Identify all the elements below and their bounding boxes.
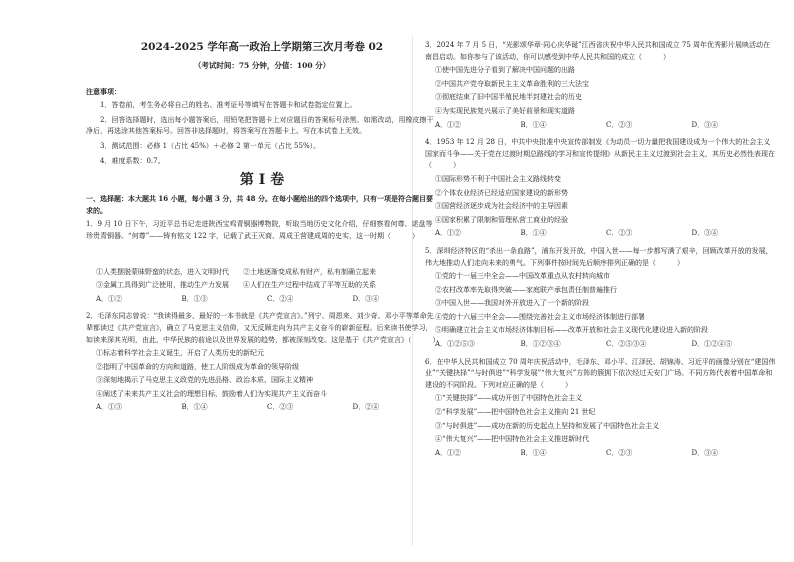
question-6-option: ②“科学发展”——把中国特色社会主义推向 21 世纪 [435,408,596,417]
question-2-option: ①标志着科学社会主义诞生，开启了人类历史的新纪元 [96,349,264,358]
volume-heading: 第 I 卷 [239,172,285,189]
question-4-option: ②个体农业经济已经适应国家建设的新形势 [435,188,568,197]
choice-d[interactable]: D．③④ [691,120,719,129]
notice-heading: 注意事项： [86,86,121,96]
choice-d[interactable]: D．③④ [691,229,719,238]
choice-d[interactable]: D．③④ [352,294,380,303]
question-4-stem: 4．1953 年 12 月 28 日，中共中央批准中央宣传部制发《为动员一切力量把我国建设成为一个伟大的社会主义国家而斗争——关于党在过渡时期总路线的学习和宣传提纲》从新民主主义过渡到社会主义，其历史必然性表现在（ ） [425,138,775,170]
choice-c[interactable]: C．②④ [267,294,294,303]
choice-a[interactable]: A．①② [435,120,462,129]
question-2-option: ②指明了中国革命的方向和道路，使工人阶级成为革命的领导阶级 [96,362,299,371]
choice-b[interactable]: B．①④ [520,229,547,238]
left-column [86,40,438,420]
choice-a[interactable]: A．①②⑤③ [435,340,476,349]
question-1-option: ①人类摆脱蒙昧野蛮的状态，进入文明时代 ②土地逐渐变成私有财产，私有制确立起来 [96,267,376,276]
choice-c[interactable]: C．②③ [606,229,633,238]
choice-c[interactable]: C．②③ [606,448,633,457]
choice-b[interactable]: B．①③ [181,294,208,303]
choice-a[interactable]: A．①② [96,294,123,303]
choice-b[interactable]: B．①②③④ [520,340,561,349]
question-2-option: ③深刻地揭示了马克思主义政党的先进品格、政治本质、国际主义精神 [96,376,313,385]
choice-a[interactable]: A．①② [435,448,462,457]
question-3-choices [425,120,777,132]
choice-c[interactable]: C．②③ [267,403,294,412]
question-5-option: ④党的十六届三中全会——围绕完善社会主义市场经济体制进行部署 [435,312,645,321]
question-6-choices [425,448,777,460]
question-6-stem: 6．在中华人民共和国成立 70 周年庆祝活动中，毛泽东、邓小平、江泽民、胡锦涛、习近平的画像分别在“建国伟业”“关键抉择”“与时俱进”“科学发展”“伟大复兴”方阵的簇拥下依次经过天安门广场。不同方阵代表着中国革命和建设的不同阶段。下列对应正确的是（ ） [425,357,776,389]
question-6-option: ①“关键抉择”——成功开创了中国特色社会主义 [435,394,583,403]
notice-item: 3．测试范围：必修 1（占比 45%）＋必修 2 第一单元（占比 55%）。 [100,141,321,150]
question-3-option: ③彻底结束了旧中国半殖民地半封建社会的历史 [435,93,582,102]
question-4-choices [425,228,777,240]
exam-title: 2024-2025 学年高一政治上学期第三次月考卷 02 [140,41,384,53]
exam-subtitle: （考试时间：75 分钟，分值：100 分） [193,61,331,70]
right-column [425,40,777,465]
question-3-option: ②中国共产党夺取新民主主义革命胜利的三大法宝 [435,79,589,88]
question-2-stem: 2．毛泽东同志曾说：“我读得最多、最好的一本书就是《共产党宣言》。”列宁、周恩来、刘少奇、邓小平等革命先辈都读过《共产党宣言》，确立了马克思主义信仰，又无反顾走向为共产主义奋斗的崭新征程。后来读书使学习，如读来深其光明，由此，中华民族的前途以及世界发展的趋势，都被深刻改变。这是基于《共产党宣言》（ ） [86,312,440,344]
question-3-stem: 3．2024 年 7 月 5 日，“光影颂华章·同心庆华诞”江西省庆祝中华人民共和国成立 75 周年优秀影片展映活动在南昌启动。如你参与了该活动，你可以感受到中华人民共和国的成立（ ） [425,41,771,61]
question-6-option: ④“伟大复兴”——把中国特色社会主义推进新时代 [435,435,590,444]
question-5-option: ③中国入世——我国对外开放进入了一个新的阶段 [435,299,589,308]
choice-b[interactable]: B．①④ [181,403,208,412]
question-4-option: ③国营经济逐步成为社会经济中的主导因素 [435,202,568,211]
choice-a[interactable]: A．①② [435,229,462,238]
choice-d[interactable]: D．②④ [352,403,380,412]
question-5-choices [425,339,777,351]
question-4-option: ④国家积累了限制和管理私营工商业的经验 [435,215,568,224]
question-2-option: ④阐述了未来共产主义社会的理想目标，鼓励着人们为实现共产主义而奋斗 [96,389,327,398]
notice-item: 2．回答选择题时，选出每小题答案后，用铅笔把答题卡上对应题目的答案标号涂黑。如需改动，用橡皮擦干净后，再选涂其他答案标号。回答非选择题时，将答案写在答题卡上。写在本试卷上无效。 [86,115,434,136]
question-1-option: ③金属工具得到广泛使用，推动生产力发展 ④人们在生产过程中结成了平等互助的关系 [96,281,376,290]
section-intro: 一、选择题：本大题共 16 小题，每小题 3 分，共 48 分。在每小题给出的四个选项中，只有一项是符合题目要求的。 [86,194,433,215]
question-2-choices [86,402,438,414]
choice-d[interactable]: D．③④ [691,448,719,457]
notice-item: 1．答卷前，考生务必将自己的姓名、准考证号等填写在答题卡和试卷指定位置上。 [100,101,357,110]
question-4-option: ①国际形势不利于中国社会主义路线转变 [435,174,561,183]
choice-d[interactable]: D．①②④⑤ [691,340,733,349]
question-5-option: ②农村改革率先取得突破——家庭联产承包责任制普遍推行 [435,285,617,294]
choice-a[interactable]: A．①③ [96,403,123,412]
choice-c[interactable]: C．②⑤③④ [606,340,647,349]
choice-b[interactable]: B．①④ [520,120,547,129]
question-6-option: ③“与时俱进”——成功在新的历史起点上坚持和发展了中国特色社会主义 [435,421,660,430]
question-5-option: ①党的十一届三中全会——中国改革重点从农村转向城市 [435,272,610,281]
question-1-choices [86,294,438,306]
question-3-option: ①使中国先进分子看到了解决中国问题的出路 [435,66,575,75]
question-5-option: ⑤明确建立社会主义市场经济体制目标——改革开放和社会主义现代化建设进入新的阶段 [435,326,708,335]
question-5-stem: 5．深圳经济特区的“杀出一条血路”，浦东开发开放，中国入世——每一步都写满了艰辛，回顾改革开放的发展，伟大地推动人们走向未来的勇气。下列事件按时间先后顺序排列正确的是（ ） [425,246,773,267]
question-1-spacing [86,245,438,267]
question-3-option: ④为实现民族复兴展示了美好前景和现实道路 [435,106,575,115]
notice-item: 4．难度系数：0.7。 [100,156,165,165]
choice-b[interactable]: B．①④ [520,448,547,457]
question-1-stem: 1．9 月 10 日下午，习近平总书记走进陕西宝鸡青铜器博物院，听取当地历史文化介绍，仔细察看何尊、逑盘等珍贵青铜器。“何尊”——铸有铭文 122 字，记载了武王灭商、周成王营建成周的史实，这一时期（ ） [86,220,433,240]
choice-c[interactable]: C．②③ [606,120,633,129]
